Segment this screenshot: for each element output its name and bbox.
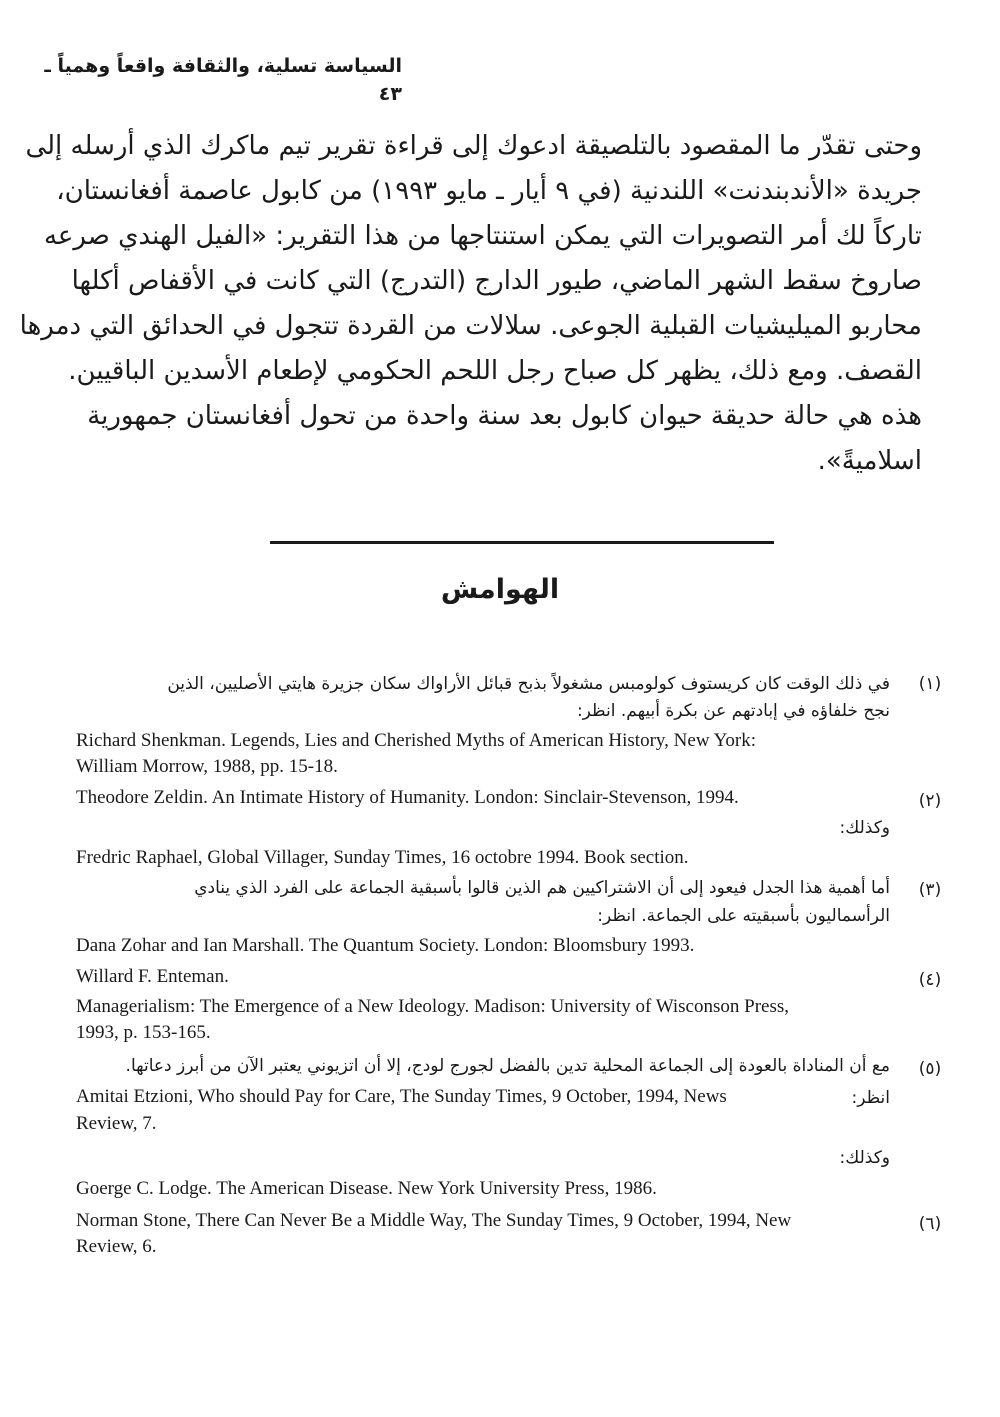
note-citation: Managerialism: The Emergence of a New Ideology. Madison: University of Wisconson Press, <box>76 996 789 1017</box>
section-divider <box>270 541 774 544</box>
paragraph-line: وحتى تقدّر ما المقصود بالتلصيقة ادعوك إلى قراءة تقرير تيم ماكرك الذي أرسله إلى <box>25 131 922 161</box>
note-text-arabic: وكذلك: <box>839 1148 890 1168</box>
paragraph-line: هذه هي حالة حديقة حيوان كابول بعد سنة واحدة من تحول أفغانستان جمهورية <box>87 401 922 431</box>
note-citation: Theodore Zeldin. An Intimate History of Humanity. London: Sinclair-Stevenson, 1994. <box>76 787 739 808</box>
note-number: (٤) <box>918 970 942 990</box>
note-text-arabic: في ذلك الوقت كان كريستوف كولومبس مشغولاً بذبح قبائل الأراواك سكان جزيرة هايتي الأصليين، الذين <box>167 674 890 694</box>
note-citation: William Morrow, 1988, pp. 15-18. <box>76 756 338 777</box>
paragraph-line: صاروخ سقط الشهر الماضي، طيور الدارج (التدرج) التي كانت في الأقفاص أكلها <box>71 266 922 296</box>
note-citation: Review, 7. <box>76 1113 157 1134</box>
note-text-arabic: الرأسماليون بأسبقيته على الجماعة. انظر: <box>597 906 890 926</box>
note-text-arabic: أما أهمية هذا الجدل فيعود إلى أن الاشتراكيين هم الذين قالوا بأسبقية الجماعة على الفرد الذي ينادي <box>194 878 890 898</box>
note-text-arabic: وكذلك: <box>839 818 890 838</box>
paragraph-line: محاربو الميليشيات القبلية الجوعى. سلالات من القردة تتجول في الحدائق التي دمرها <box>19 311 922 341</box>
note-text-arabic: نجح خلفاؤه في إبادتهم عن بكرة أبيهم. انظر: <box>576 701 890 721</box>
paragraph-line: القصف. ومع ذلك، يظهر كل صباح رجل اللحم الحكومي لإطعام الأسدين الباقيين. <box>68 356 922 386</box>
note-citation: Review, 6. <box>76 1236 157 1257</box>
note-text-arabic: مع أن المناداة بالعودة إلى الجماعة المحلية تدين بالفضل لجورج لودج، إلا أن اتزيوني يعتبر الآن من أبرز دعاتها. <box>125 1056 890 1076</box>
paragraph-line: جريدة «الأندبندنت» اللندنية (في ٩ أيار ـ مايو ١٩٩٣) من كابول عاصمة أفغانستان، <box>56 176 922 206</box>
note-citation: 1993, p. 153-165. <box>76 1022 211 1043</box>
note-citation: Norman Stone, There Can Never Be a Middle Way, The Sunday Times, 9 October, 1994, New <box>76 1210 792 1231</box>
note-citation: Goerge C. Lodge. The American Disease. New York University Press, 1986. <box>76 1178 657 1199</box>
note-citation: Dana Zohar and Ian Marshall. The Quantum Society. London: Bloomsbury 1993. <box>76 935 695 956</box>
note-citation: Richard Shenkman. Legends, Lies and Cherished Myths of American History, New York: <box>76 730 757 751</box>
paragraph-line: اسلاميةً». <box>817 446 922 476</box>
note-citation: Willard F. Enteman. <box>76 966 229 987</box>
note-text-arabic: انظر: <box>851 1088 890 1108</box>
main-paragraph <box>19 124 922 484</box>
note-citation: Fredric Raphael, Global Villager, Sunday Times, 16 octobre 1994. Book section. <box>76 847 689 868</box>
note-citation: Amitai Etzioni, Who should Pay for Care, The Sunday Times, 9 October, 1994, News <box>76 1086 727 1107</box>
note-number: (٢) <box>918 791 942 811</box>
note-number: (٥) <box>918 1059 942 1079</box>
paragraph-line: تاركاً لك أمر التصويرات التي يمكن استنتاجها من هذا التقرير: «الفيل الهندي صرعه <box>43 221 922 251</box>
notes-heading: الهوامش <box>440 574 560 605</box>
note-number: (١) <box>918 674 942 694</box>
note-number: (٣) <box>918 880 942 900</box>
running-head: السياسة تسلية، والثقافة واقعاً وهمياً ـ ٤٣ <box>44 55 402 105</box>
note-number: (٦) <box>918 1214 942 1234</box>
